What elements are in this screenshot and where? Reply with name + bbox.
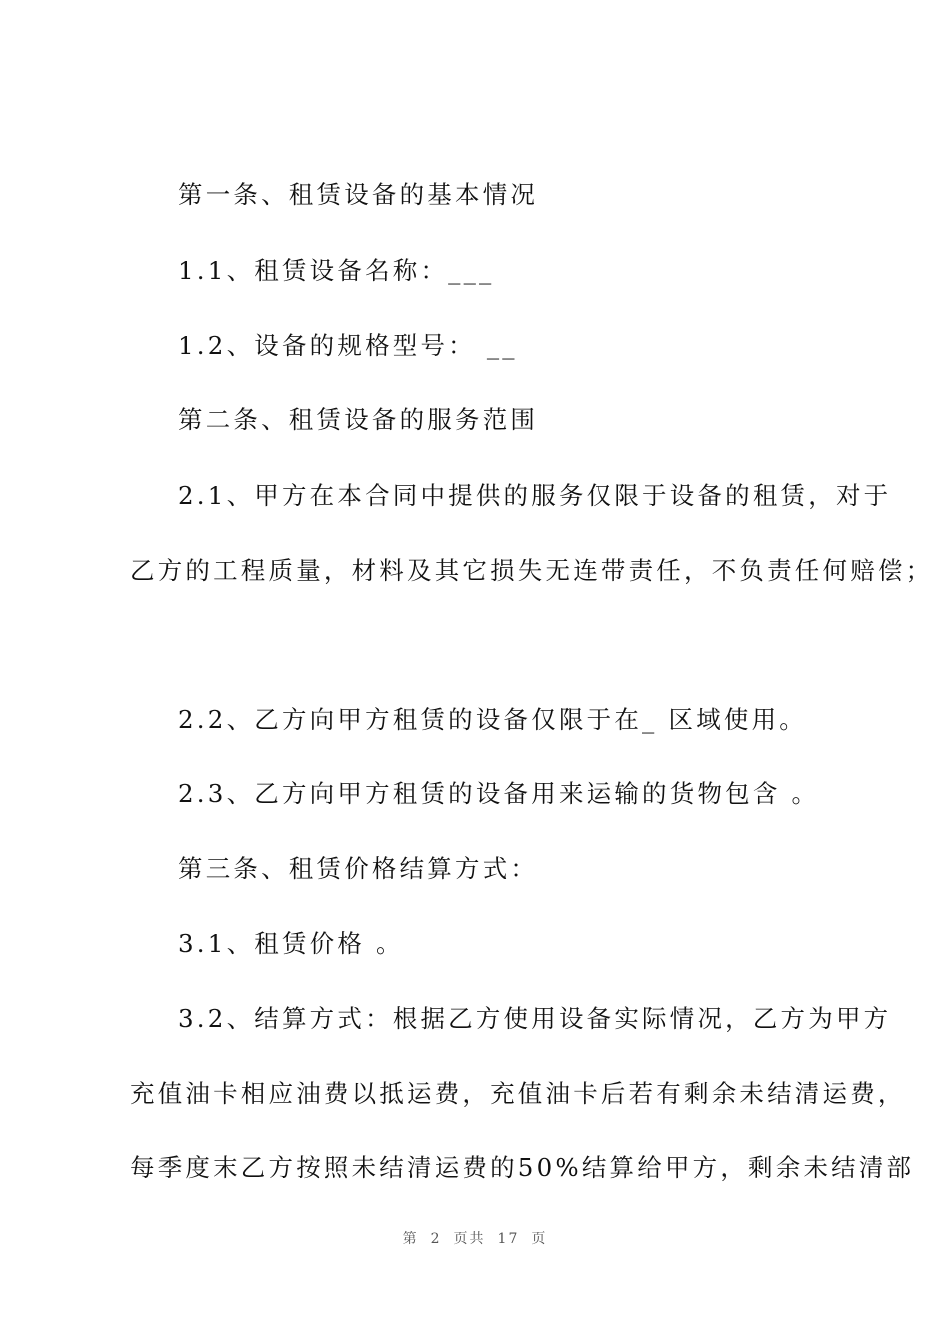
clause-3-1: 3.1、租赁价格 。 (178, 929, 404, 958)
clause-3-2-line-1: 3.2、结算方式：根据乙方使用设备实际情况，乙方为甲方 (178, 1004, 892, 1033)
article-2-heading: 第二条、租赁设备的服务范围 (178, 405, 539, 434)
footer-current-page: 2 (430, 1231, 442, 1247)
page-footer (0, 1228, 950, 1248)
footer-prefix: 第 (402, 1231, 419, 1247)
clause-1-2: 1.2、设备的规格型号： __ (178, 331, 518, 360)
clause-3-2-line-3: 每季度末乙方按照未结清运费的50%结算给甲方，剩余未结清部 (130, 1153, 915, 1182)
clause-1-1: 1.1、租赁设备名称：___ (178, 256, 495, 285)
footer-suffix: 页 (531, 1231, 548, 1247)
clause-2-1-line-1: 2.1、甲方在本合同中提供的服务仅限于设备的租赁，对于 (178, 481, 892, 510)
article-1-heading: 第一条、租赁设备的基本情况 (178, 180, 539, 209)
footer-mid: 页共 (453, 1231, 486, 1247)
clause-2-1-line-2: 乙方的工程质量，材料及其它损失无连带责任，不负责任何赔偿； (130, 556, 934, 585)
clause-2-2: 2.2、乙方向甲方租赁的设备仅限于在_ 区域使用。 (178, 705, 807, 734)
footer-total-pages: 17 (497, 1231, 520, 1247)
clause-3-2-line-2: 充值油卡相应油费以抵运费，充值油卡后若有剩余未结清运费， (130, 1079, 906, 1108)
clause-2-3: 2.3、乙方向甲方租赁的设备用来运输的货物包含 。 (178, 779, 820, 808)
article-3-heading: 第三条、租赁价格结算方式： (178, 854, 539, 883)
